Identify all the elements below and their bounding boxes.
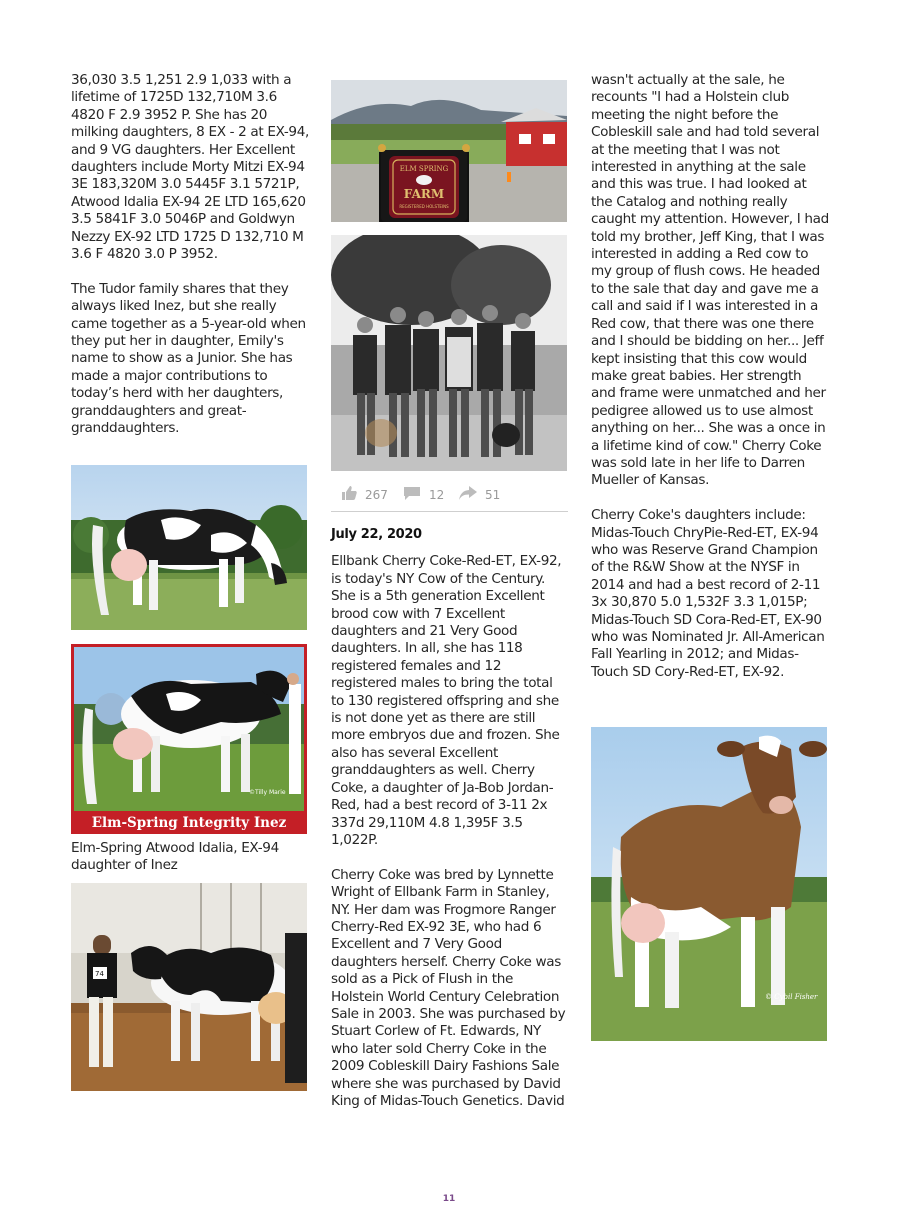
share-count[interactable] bbox=[459, 486, 500, 503]
social-bar bbox=[331, 481, 568, 512]
paragraph: Cherry Coke was bred by Lynnette Wright of Ellbank Farm in Stanley, NY. Her dam was Frogmore Ranger Cherry-Red EX-92 3E, who had 6 Excellent and 7 Very Good daughters herself. Cherry Coke was sold as a Pick of Flush in the Holstein World Century Celebration Sale in 2003. She was purchased by Stuart Corlew of Ft. Edwards, NY who later sold Cherry Coke in the 2009 Cobleskill Dairy Fashions Sale where she was purchased by David King of Midas-Touch Genetics. David bbox=[331, 866, 566, 1109]
paragraph: Ellbank Cherry Coke-Red-ET, EX-92, is today's NY Cow of the Century. She is a 5th generation Excellent brood cow with 7 Excellent daughters and 21 Very Good daughters. In all, she has 118 registered females and 12 registered males to bring the total to 130 registered offspring and she is not done yet as there are still more embryos due and frozen. She also has several Excellent granddaughters as well. Cherry Coke, a daughter of Ja-Bob Jordan-Red, had a best record of 3-11 2x 337d 29,110M 4.8 1,395F 3.5 1,022P. bbox=[331, 553, 562, 848]
photo-caption: Elm-Spring Atwood Idalia, EX-94 daughter of Inez bbox=[71, 840, 279, 874]
like-count-value: 267 bbox=[365, 487, 388, 502]
show-number: 74 bbox=[95, 970, 104, 978]
post-date: July 22, 2020 bbox=[331, 527, 422, 542]
paragraph: wasn't actually at the sale, he recounts "I had a Holstein club meeting the night before the Cobleskill sale and had told several at the meeting that I was not interested in anything at the sale and this was true. I had looked at the Catalog and nothing really caught my attention. However, I had told my brother, Jeff King, that I was interested in adding a Red cow to my group of flush cows. He headed to the sale that day and gave me a call and said if I was interested in a Red cow, that there was one there and I should be bidding on her... Jeff kept insisting that this cow would make great babies. Her strength and frame were unmatched and her pedigree allowed us to use almost anything on her... She was a once in a lifetime kind of cow." Cherry Coke was sold late in her life to Darren Mueller of Kansas. bbox=[591, 72, 829, 489]
photo-watermark: © Cybil Fisher bbox=[765, 993, 818, 1001]
column-2-text bbox=[331, 526, 568, 1110]
elm-spring-farm-sign-photo bbox=[331, 80, 567, 222]
page-number: 11 bbox=[442, 1194, 456, 1204]
family-group-photo bbox=[331, 235, 567, 471]
comment-icon bbox=[403, 486, 421, 503]
paragraph: Cherry Coke's daughters include: Midas-Touch ChryPie-Red-ET, EX-94 who was Reserve Grand Champion of the R&W Show at the NYSF in 2014 and had a best record of 2-11 3x 30,870 5.0 1,532F 3.3 1,015P; Midas-Touch SD Cora-Red-ET, EX-90 who was Nominated Jr. All-American Fall Yearling in 2012; and Midas-Touch SD Cory-Red-ET, EX-92. bbox=[591, 507, 825, 680]
photo-watermark: ©Tilly Marie bbox=[249, 789, 286, 796]
thumbs-up-icon bbox=[341, 486, 357, 503]
like-count[interactable] bbox=[341, 486, 388, 503]
comment-count[interactable] bbox=[403, 486, 444, 503]
comment-count-value: 12 bbox=[429, 487, 445, 502]
photo-banner: Elm-Spring Integrity Inez bbox=[91, 815, 287, 831]
elm-spring-integrity-inez-photo bbox=[71, 644, 307, 834]
share-count-value: 51 bbox=[485, 487, 501, 502]
share-icon bbox=[459, 486, 477, 503]
paragraph: 36,030 3.5 1,251 2.9 1,033 with a lifetime of 1725D 132,710M 3.6 4820 F 2.9 3952 P. She has 20 milking daughters, 8 EX - 2 at EX-94, and 9 VG daughters. Her Excellent daughters include Morty Mitzi EX-94 3E 183,320M 3.0 5445F 3.1 5721P, Atwood Idalia EX-94 2E LTD 165,620 3.5 5841F 3.0 5046P and Goldwyn Nezzy EX-92 LTD 1725 D 132,710 M 3.6 F 4820 3.0 P 3952. bbox=[71, 72, 310, 263]
paragraph: The Tudor family shares that they always liked Inez, but she really came together as a 5-year-old when they put her in daughter, Emily's name to show as a Junior. She has made a major contributions to today’s herd with her daughters, granddaughters and great-granddaughters. bbox=[71, 280, 306, 437]
show-ring-photo bbox=[71, 883, 307, 1091]
column-1-text bbox=[71, 72, 309, 438]
sign-bottom-text: REGISTERED HOLSTEINS bbox=[399, 204, 449, 209]
column-3-text bbox=[591, 72, 829, 681]
sign-main-text: FARM bbox=[403, 187, 445, 201]
red-and-white-cow-photo bbox=[591, 727, 827, 1041]
sign-top-text: ELM SPRING bbox=[399, 165, 449, 173]
holstein-cow-grazing-photo bbox=[71, 465, 307, 630]
